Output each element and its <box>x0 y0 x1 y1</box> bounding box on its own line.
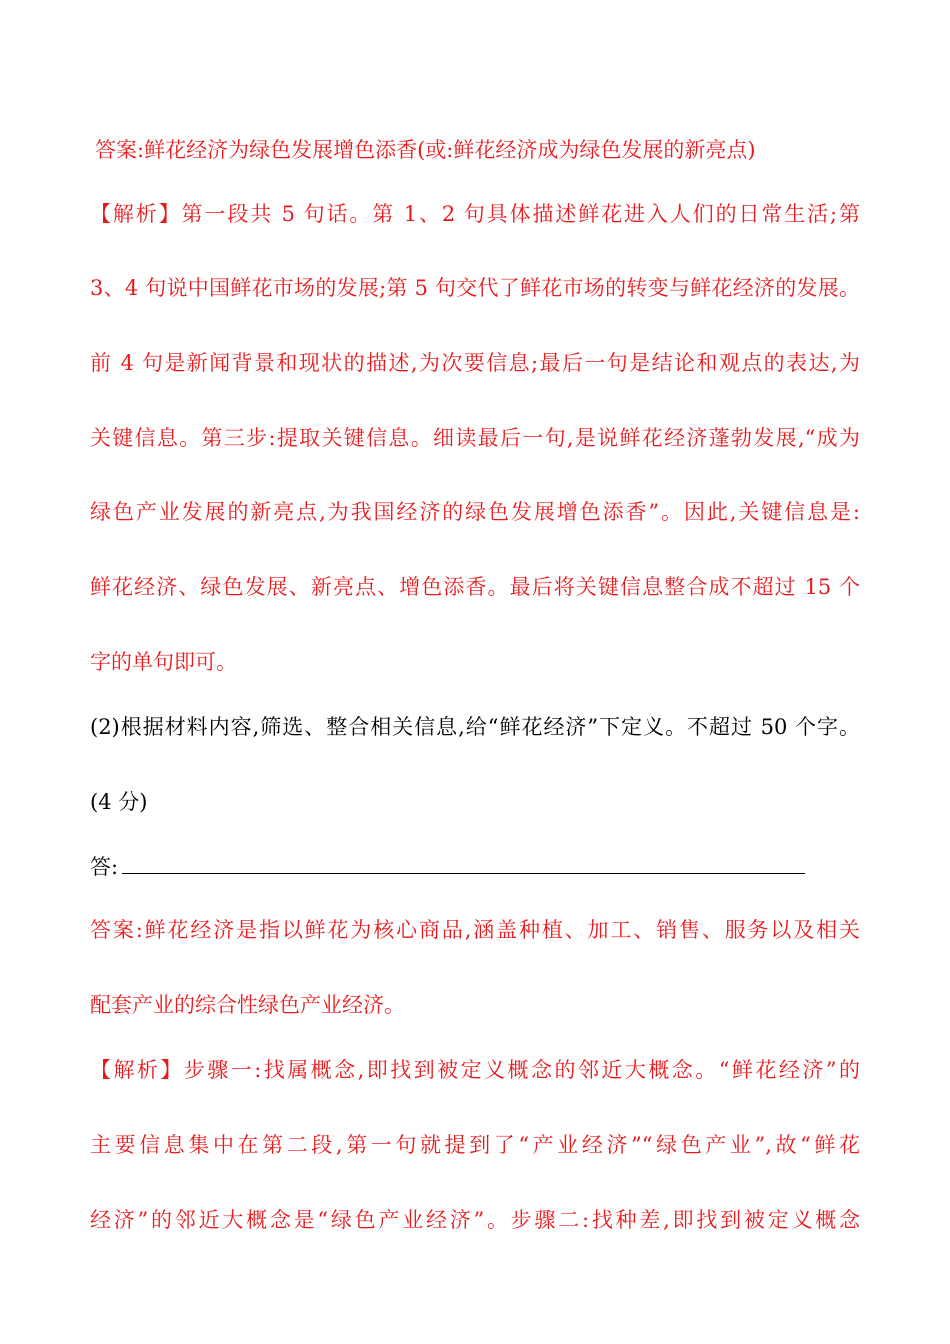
analysis-2-line-3: 经济”的邻近大概念是“绿色产业经济”。步骤二:找种差,即找到被定义概念 <box>90 1208 860 1232</box>
question-2-score: (4 分) <box>90 790 148 814</box>
analysis-1-line-3: 前 4 句是新闻背景和现状的描述,为次要信息;最后一句是结论和观点的表达,为 <box>90 351 860 375</box>
answer-1: 答案:鲜花经济为绿色发展增色添香(或:鲜花经济成为绿色发展的新亮点) <box>95 138 756 162</box>
answer-blank-line <box>122 851 805 874</box>
question-2-prompt: (2)根据材料内容,筛选、整合相关信息,给“鲜花经济”下定义。不超过 50 个字。 <box>90 715 860 739</box>
answer-field-row <box>90 851 860 882</box>
analysis-1-line-7: 字的单句即可。 <box>90 650 237 674</box>
analysis-1-line-6: 鲜花经济、绿色发展、新亮点、增色添香。最后将关键信息整合成不超过 15 个 <box>90 575 860 599</box>
answer-2-line-1: 答案:鲜花经济是指以鲜花为核心商品,涵盖种植、加工、销售、服务以及相关 <box>90 918 860 942</box>
analysis-1-line-5: 绿色产业发展的新亮点,为我国经济的绿色发展增色添香”。因此,关键信息是: <box>90 500 860 524</box>
answer-label: 答: <box>90 855 119 879</box>
analysis-2-line-2: 主要信息集中在第二段,第一句就提到了“产业经济”“绿色产业”,故“鲜花 <box>90 1133 860 1157</box>
analysis-2-line-1: 【解析】步骤一:找属概念,即找到被定义概念的邻近大概念。“鲜花经济”的 <box>90 1058 860 1082</box>
analysis-1-line-4: 关键信息。第三步:提取关键信息。细读最后一句,是说鲜花经济蓬勃发展,“成为 <box>90 426 860 450</box>
analysis-1-line-2: 3、4 句说中国鲜花市场的发展;第 5 句交代了鲜花市场的转变与鲜花经济的发展。 <box>90 276 860 300</box>
analysis-1-line-1: 【解析】第一段共 5 句话。第 1、2 句具体描述鲜花进入人们的日常生活;第 <box>90 202 860 226</box>
answer-2-line-2: 配套产业的综合性绿色产业经济。 <box>90 993 405 1017</box>
